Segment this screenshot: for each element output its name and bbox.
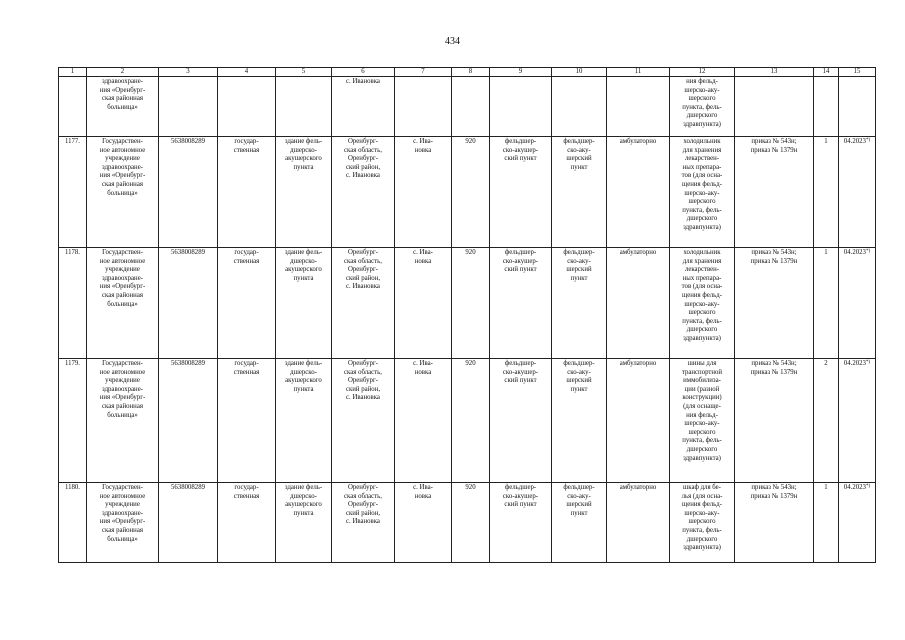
cell-col-5: здание фель- дшерско- акушерского пункта: [276, 359, 332, 483]
column-number-7: 7: [395, 68, 452, 77]
cell-col-5: здание фель- дшерско- акушерского пункта: [276, 483, 332, 563]
cell-col-10: фельдшер- ско-аку- шерский пункт: [552, 137, 607, 248]
cell-col-4: [218, 77, 276, 137]
cell-col-2: Государствен- ное автономное учреждение здравоохране- ния «Оренбург- ская районная больница»: [87, 359, 159, 483]
cell-col-13: приказ № 543н; приказ № 1379н: [735, 137, 814, 248]
cell-col-1: 1177.: [59, 137, 87, 248]
table-row: [59, 359, 876, 483]
cell-col-15: [839, 77, 876, 137]
table-row: [59, 77, 876, 137]
column-number-9: 9: [490, 68, 552, 77]
cell-col-12: холодильник для хранения лекарствен- ных препара- тов (для осна- щения фельд- шерско-аку- шерского пункта, фель- дшерского здравпункта): [670, 248, 735, 359]
cell-col-4: государ- ственная: [218, 359, 276, 483]
cell-col-8: 920: [452, 248, 490, 359]
page-number: 434: [445, 36, 460, 47]
cell-col-12: шины для транспортной иммобилиза- ции (разной конструкции) (для оснаще- ния фельд- шерско-аку- шерского пункта, фель- дшерского здравпункта): [670, 359, 735, 483]
cell-col-1: 1179.: [59, 359, 87, 483]
cell-col-11: амбулаторно: [607, 359, 670, 483]
cell-col-7: с. Ива- новка: [395, 248, 452, 359]
footnote-marker: *): [865, 484, 871, 489]
cell-col-13: приказ № 543н; приказ № 1379н: [735, 359, 814, 483]
cell-col-2: Государствен- ное автономное учреждение здравоохране- ния «Оренбург- ская районная больница»: [87, 248, 159, 359]
cell-col-5: здание фель- дшерско- акушерского пункта: [276, 137, 332, 248]
cell-col-3: [159, 77, 218, 137]
cell-col-7: с. Ива- новка: [395, 359, 452, 483]
cell-col-15: 04.2023*): [839, 483, 876, 563]
cell-col-7: [395, 77, 452, 137]
cell-col-8: [452, 77, 490, 137]
cell-col-2: Государствен- ное автономное учреждение здравоохране- ния «Оренбург- ская районная больница»: [87, 483, 159, 563]
cell-col-15: 04.2023*): [839, 359, 876, 483]
cell-col-4: государ- ственная: [218, 483, 276, 563]
footnote-marker: *): [865, 249, 871, 254]
table-row: [59, 483, 876, 563]
cell-col-10: фельдшер- ско-аку- шерский пункт: [552, 483, 607, 563]
cell-col-14: [814, 77, 839, 137]
cell-col-3: 5638008289: [159, 359, 218, 483]
cell-col-15: 04.2023*): [839, 248, 876, 359]
cell-col-1: [59, 77, 87, 137]
cell-col-10: фельдшер- ско-аку- шерский пункт: [552, 359, 607, 483]
cell-col-2: Государствен- ное автономное учреждение здравоохране- ния «Оренбург- ская районная больница»: [87, 137, 159, 248]
cell-col-11: амбулаторно: [607, 483, 670, 563]
table-row: [59, 137, 876, 248]
cell-col-14: 1: [814, 137, 839, 248]
cell-col-12: холодильник для хранения лекарствен- ных препара- тов (для осна- щения фельд- шерско-аку- шерского пункта, фель- дшерского здравпункта): [670, 137, 735, 248]
cell-col-2: здравоохране- ния «Оренбург- ская районная больница»: [87, 77, 159, 137]
cell-col-13: [735, 77, 814, 137]
column-number-10: 10: [552, 68, 607, 77]
cell-col-11: [607, 77, 670, 137]
cell-col-6: Оренбург- ская область, Оренбург- ский район, с. Ивановка: [332, 359, 395, 483]
column-number-4: 4: [218, 68, 276, 77]
column-number-11: 11: [607, 68, 670, 77]
cell-col-9: [490, 77, 552, 137]
cell-col-11: амбулаторно: [607, 248, 670, 359]
cell-col-8: 920: [452, 483, 490, 563]
column-number-2: 2: [87, 68, 159, 77]
cell-col-10: фельдшер- ско-аку- шерский пункт: [552, 248, 607, 359]
cell-col-6: Оренбург- ская область, Оренбург- ский район, с. Ивановка: [332, 248, 395, 359]
cell-col-9: фельдшер- ско-акушер- ский пункт: [490, 359, 552, 483]
cell-col-10: [552, 77, 607, 137]
column-number-3: 3: [159, 68, 218, 77]
cell-col-3: 5638008289: [159, 137, 218, 248]
cell-col-14: 2: [814, 359, 839, 483]
cell-col-9: фельдшер- ско-акушер- ский пункт: [490, 248, 552, 359]
cell-col-6: Оренбург- ская область, Оренбург- ский район, с. Ивановка: [332, 483, 395, 563]
cell-col-4: государ- ственная: [218, 248, 276, 359]
cell-col-3: 5638008289: [159, 248, 218, 359]
cell-col-1: 1180.: [59, 483, 87, 563]
cell-col-7: с. Ива- новка: [395, 483, 452, 563]
cell-col-7: с. Ива- новка: [395, 137, 452, 248]
cell-col-8: 920: [452, 137, 490, 248]
column-number-13: 13: [735, 68, 814, 77]
cell-col-6: с. Ивановка: [332, 77, 395, 137]
cell-col-4: государ- ственная: [218, 137, 276, 248]
column-number-15: 15: [839, 68, 876, 77]
cell-col-12: ния фельд- шерско-аку- шерского пункта, фель- дшерского здравпункта): [670, 77, 735, 137]
cell-col-13: приказ № 543н; приказ № 1379н: [735, 248, 814, 359]
footnote-marker: *): [865, 360, 871, 365]
column-number-row: [59, 68, 876, 77]
cell-col-9: фельдшер- ско-акушер- ский пункт: [490, 483, 552, 563]
cell-col-1: 1178.: [59, 248, 87, 359]
column-number-5: 5: [276, 68, 332, 77]
cell-col-14: 1: [814, 483, 839, 563]
column-number-12: 12: [670, 68, 735, 77]
cell-col-15: 04.2023*): [839, 137, 876, 248]
register-table: [58, 67, 876, 563]
column-number-1: 1: [59, 68, 87, 77]
cell-col-6: Оренбург- ская область, Оренбург- ский район, с. Ивановка: [332, 137, 395, 248]
footnote-marker: *): [865, 138, 871, 143]
cell-col-11: амбулаторно: [607, 137, 670, 248]
cell-col-13: приказ № 543н; приказ № 1379н: [735, 483, 814, 563]
cell-col-5: [276, 77, 332, 137]
cell-col-9: фельдшер- ско-акушер- ский пункт: [490, 137, 552, 248]
cell-col-14: 1: [814, 248, 839, 359]
cell-col-12: шкаф для бе- лья (для осна- щения фельд- шерско-аку- шерского пункта, фель- дшерского здравпункта): [670, 483, 735, 563]
column-number-14: 14: [814, 68, 839, 77]
cell-col-5: здание фель- дшерско- акушерского пункта: [276, 248, 332, 359]
column-number-8: 8: [452, 68, 490, 77]
table-row: [59, 248, 876, 359]
column-number-6: 6: [332, 68, 395, 77]
cell-col-8: 920: [452, 359, 490, 483]
cell-col-3: 5638008289: [159, 483, 218, 563]
